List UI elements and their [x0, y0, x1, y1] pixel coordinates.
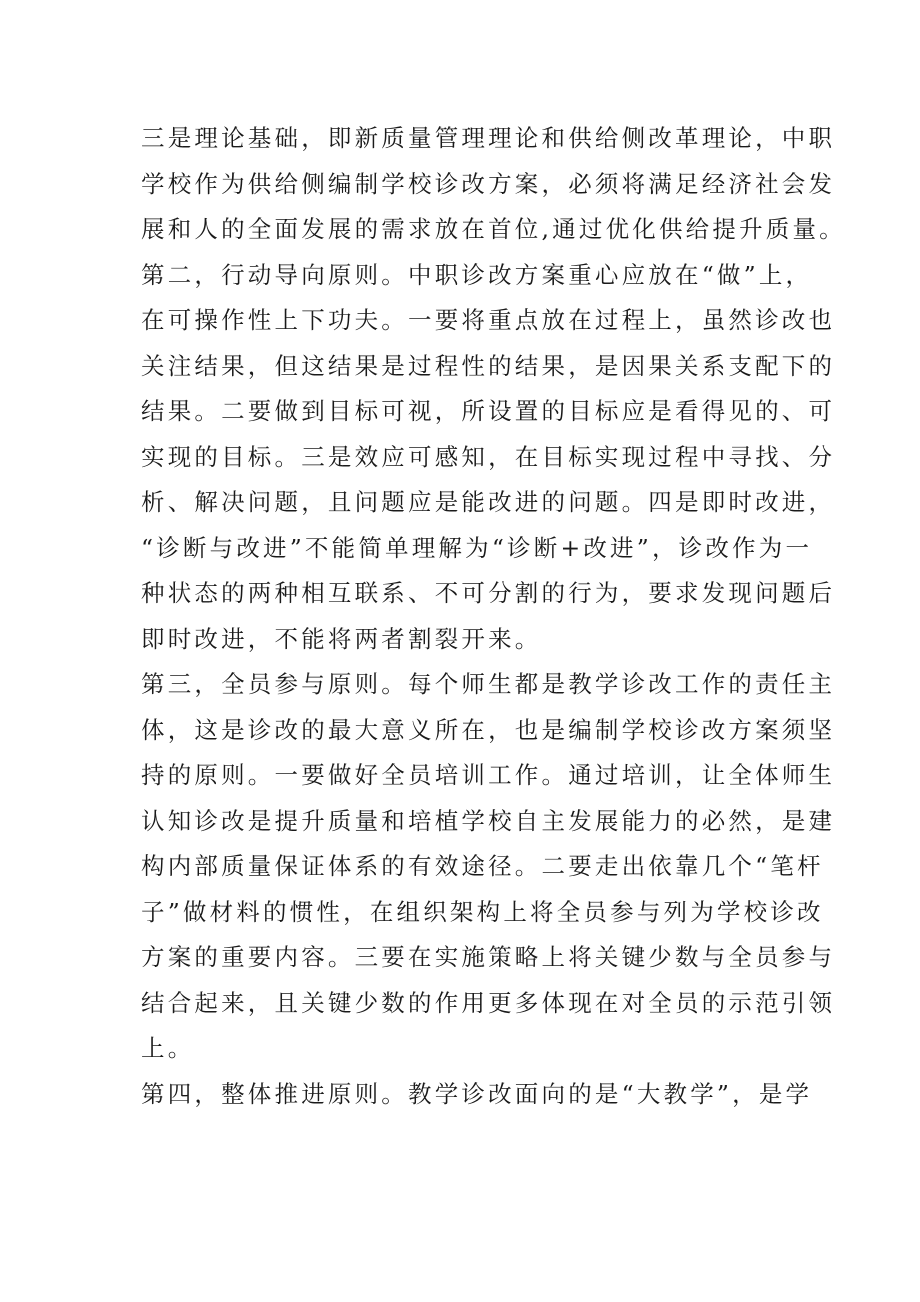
document-body	[141, 116, 901, 1117]
text-line: 持的原则。一要做好全员培训工作。通过培训，让全体师生	[141, 761, 836, 789]
text-line: 即时改进，不能将两者割裂开来。	[141, 624, 542, 653]
text-line: 实现的目标。三是效应可感知，在目标实现过程中寻找、分	[141, 442, 836, 471]
text-line: 结果。二要做到目标可视，所设置的目标应是看得见的、可	[141, 397, 836, 425]
text-line: 子”做材料的惯性，在组织架构上将全员参与列为学校诊改	[141, 897, 824, 926]
text-line: 方案的重要内容。三要在实施策略上将关键少数与全员参与	[141, 943, 836, 971]
text-line: 结合起来，且关键少数的作用更多体现在对全员的示范引领	[141, 988, 836, 1017]
text-line: 析、解决问题，且问题应是能改进的问题。四是即时改进，	[141, 488, 836, 516]
text-line: 三是理论基础，即新质量管理理论和供给侧改革理论，中职	[141, 124, 836, 152]
text-line: 展和人的全面发展的需求放在首位,通过优化供给提升质量。	[141, 215, 846, 243]
text-line: 第二，行动导向原则。中职诊改方案重心应放在“做”上，	[141, 260, 813, 289]
text-line: 第四，整体推进原则。教学诊改面向的是“大教学”，是学	[141, 1079, 813, 1108]
text-line: 在可操作性上下功夫。一要将重点放在过程上，虽然诊改也	[141, 306, 836, 334]
text-line: 上。	[141, 1034, 195, 1062]
text-line: 关注结果，但这结果是过程性的结果，是因果关系支配下的	[141, 351, 836, 380]
text-line: “诊断与改进”不能简单理解为“诊断+改进”，诊改作为一	[141, 533, 813, 562]
text-line: 种状态的两种相互联系、不可分割的行为，要求发现问题后	[141, 579, 836, 607]
text-line: 学校作为供给侧编制学校诊改方案，必须将满足经济社会发	[141, 169, 836, 198]
text-line: 认知诊改是提升质量和培植学校自主发展能力的必然，是建	[141, 806, 836, 835]
text-line: 体，这是诊改的最大意义所在，也是编制学校诊改方案须坚	[141, 715, 836, 744]
text-line: 构内部质量保证体系的有效途径。二要走出依靠几个“笔杆	[141, 852, 824, 880]
text-line: 第三，全员参与原则。每个师生都是教学诊改工作的责任主	[141, 670, 836, 698]
